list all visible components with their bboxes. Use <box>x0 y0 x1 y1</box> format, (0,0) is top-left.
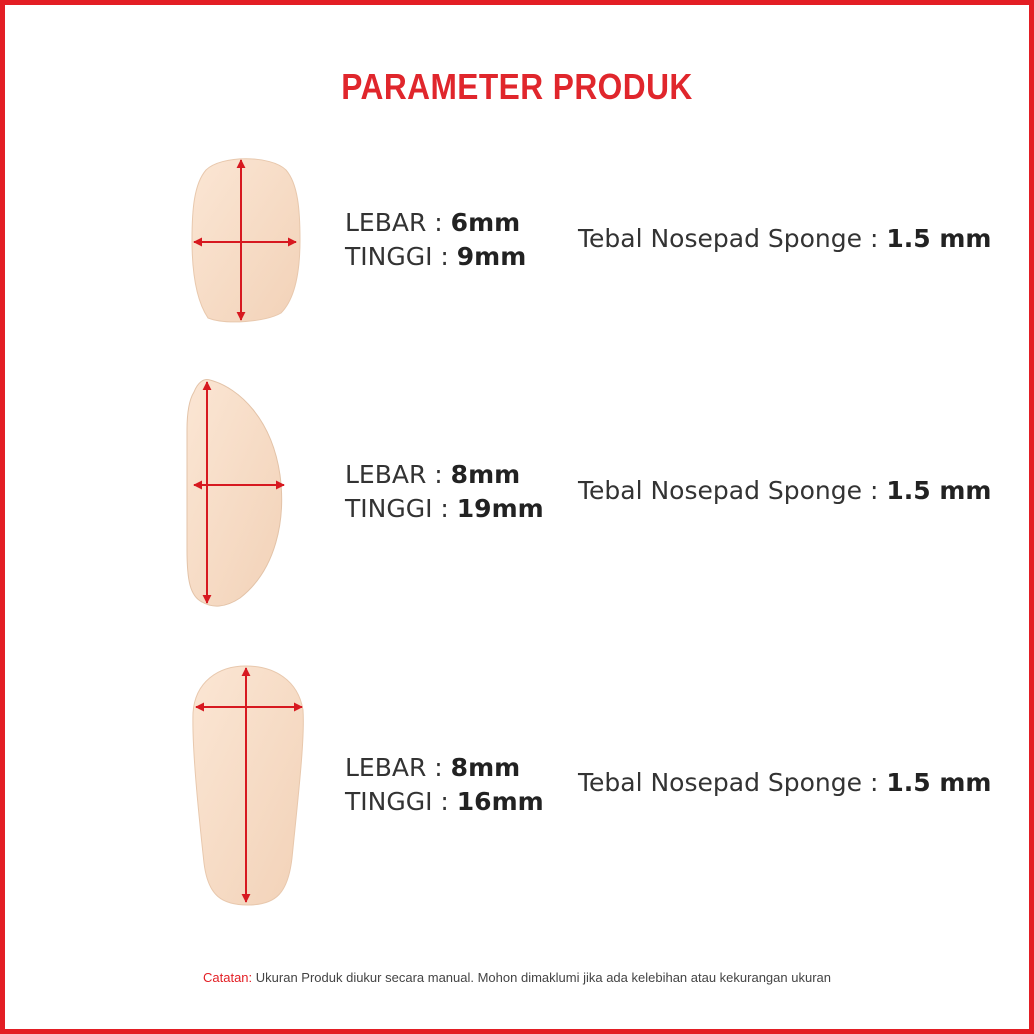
product-3-dimensions <box>345 751 544 819</box>
footnote <box>0 970 1034 985</box>
product-2-thickness <box>578 476 991 505</box>
width-value: 8mm <box>450 753 521 782</box>
width-label: LEBAR : <box>345 753 451 782</box>
nosepad-oval-shape <box>192 159 300 322</box>
thickness-value: 1.5 mm <box>886 224 992 253</box>
width-row <box>345 751 544 785</box>
footnote-text: Ukuran Produk diukur secara manual. Mohon dimaklumi jika ada kelebihan atau kekurangan ukuran <box>252 970 831 985</box>
page-title: PARAMETER PRODUK <box>341 66 693 107</box>
height-label: TINGGI : <box>345 494 457 523</box>
nosepad-tapered-shape <box>193 666 303 905</box>
height-label: TINGGI : <box>345 787 457 816</box>
thickness-value: 1.5 mm <box>886 768 992 797</box>
height-row <box>345 785 544 819</box>
height-value: 16mm <box>456 787 544 816</box>
height-value: 19mm <box>456 494 544 523</box>
width-value: 6mm <box>450 208 521 237</box>
width-row <box>345 458 544 492</box>
product-3-thickness <box>578 768 991 797</box>
height-row <box>345 240 526 274</box>
nosepad-tapered-image <box>186 658 311 913</box>
width-value: 8mm <box>450 460 521 489</box>
thickness-label: Tebal Nosepad Sponge : <box>578 224 887 253</box>
height-value: 9mm <box>456 242 527 271</box>
product-1-dimensions <box>345 206 526 274</box>
footnote-label: Catatan: <box>203 970 253 985</box>
height-label: TINGGI : <box>345 242 457 271</box>
width-label: LEBAR : <box>345 208 451 237</box>
width-label: LEBAR : <box>345 460 451 489</box>
product-1-thickness <box>578 224 991 253</box>
nosepad-d-shape-image <box>180 370 295 615</box>
height-row <box>345 492 544 526</box>
thickness-label: Tebal Nosepad Sponge : <box>578 476 887 505</box>
width-row <box>345 206 526 240</box>
thickness-label: Tebal Nosepad Sponge : <box>578 768 887 797</box>
nosepad-d-shape <box>187 380 282 607</box>
nosepad-oval-image <box>186 150 306 330</box>
product-2-dimensions <box>345 458 544 526</box>
thickness-value: 1.5 mm <box>886 476 992 505</box>
